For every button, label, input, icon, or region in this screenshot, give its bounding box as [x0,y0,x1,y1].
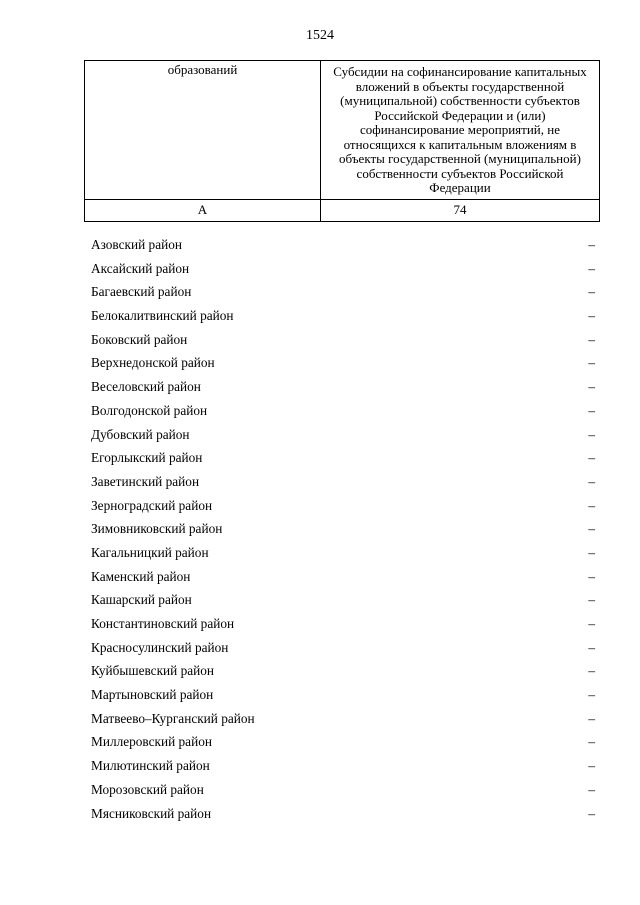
district-name: Зерноградский район [91,497,213,513]
table-row [0,707,640,731]
table-row [0,423,640,447]
district-name: Мясниковский район [91,805,212,821]
table-row [0,233,640,257]
district-value: – [588,402,595,418]
district-value: – [588,639,595,655]
district-value: – [588,426,595,442]
table-row [0,588,640,612]
district-list [0,233,640,825]
district-name: Кагальницкий район [91,544,209,560]
district-name: Зимовниковский район [91,521,223,537]
table-row [0,659,640,683]
district-value: – [588,521,595,537]
district-name: Багаевский район [91,284,192,300]
header-col-municipality: образований [85,61,321,200]
table-header [84,60,600,222]
district-value: – [588,237,595,252]
district-name: Боковский район [91,331,188,347]
table-row [0,351,640,375]
district-name: Миллеровский район [91,734,212,750]
page-number: 1524 [306,28,334,43]
district-value: – [588,450,595,466]
district-name: Милютинский район [91,758,210,774]
table-row [0,257,640,281]
table-row [0,517,640,541]
district-value: – [588,805,595,821]
district-value: – [588,592,595,608]
district-value: – [588,616,595,631]
district-name: Куйбышевский район [91,663,215,679]
district-name: Егорлыкский район [91,450,203,466]
district-name: Мартыновский район [91,687,214,703]
district-name: Морозовский район [91,781,204,797]
header-col-subsidies: Субсидии на софинансирование капитальных вложений в объекты государственной (муниципальной) собственности субъектов Российской Федерации и (или) софинансирование мероприятий, не относящихся к капитальным вложениям в объекты государственной (муниципальной) собственности субъектов Российской Федерации [321,61,600,200]
header-col-number: 74 [321,199,600,222]
district-name: Заветинский район [91,473,200,489]
district-value: – [588,544,595,560]
table-row [0,446,640,470]
district-name: Красносулинский район [91,639,229,655]
table-row [0,304,640,328]
district-name: Матвеево–Курганский район [91,710,255,726]
table-row [0,636,640,660]
district-value: – [588,758,595,774]
district-value: – [588,260,595,276]
table-row [0,328,640,352]
table-row [0,754,640,778]
district-value: – [588,497,595,513]
district-name: Аксайский район [91,260,190,276]
table-row [0,730,640,754]
district-value: – [588,710,595,726]
table-row [0,683,640,707]
district-value: – [588,331,595,347]
table-row [0,541,640,565]
table-row [0,470,640,494]
table-row [0,778,640,802]
district-value: – [588,781,595,797]
header-col-letter: А [85,199,321,222]
table-row [0,399,640,423]
district-name: Веселовский район [91,379,201,395]
district-name: Кашарский район [91,592,192,608]
table-row [0,280,640,304]
district-value: – [588,473,595,489]
district-value: – [588,379,595,395]
district-name: Белокалитвинский район [91,308,234,324]
district-name: Верхнедонской район [91,355,215,371]
table-row [0,565,640,589]
district-name: Дубовский район [91,426,190,442]
district-name: Азовский район [91,237,182,252]
district-value: – [588,308,595,324]
district-value: – [588,663,595,679]
district-value: – [588,568,595,584]
table-row [0,494,640,518]
district-value: – [588,687,595,703]
district-name: Волгодонской район [91,402,208,418]
district-value: – [588,355,595,371]
table-row [0,802,640,826]
table-row [0,375,640,399]
district-name: Каменский район [91,568,191,584]
district-value: – [588,284,595,300]
district-value: – [588,734,595,750]
table-row [0,612,640,636]
district-name: Константиновский район [91,616,235,631]
